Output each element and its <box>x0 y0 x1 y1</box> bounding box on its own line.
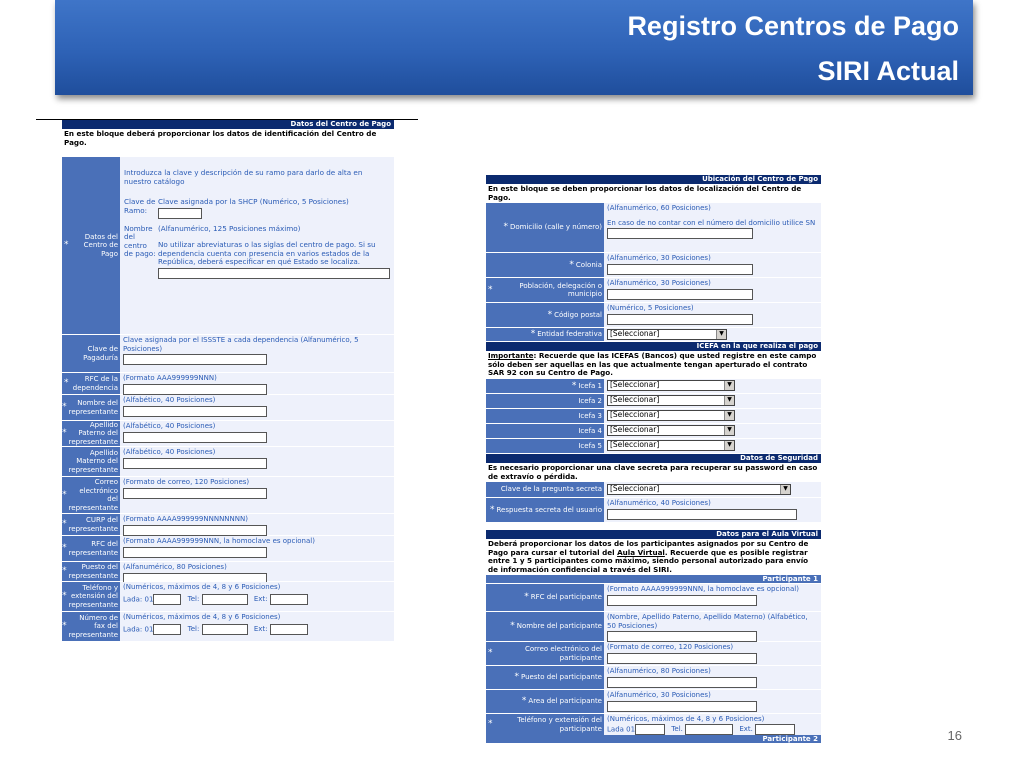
telefono-label: * Teléfono y extensión del representante <box>62 582 120 611</box>
domicilio-hint: (Alfanumérico, 60 Posiciones) <box>607 204 711 212</box>
participant-label <box>486 612 604 641</box>
required-star: * <box>62 428 67 439</box>
icefa-select-value: [Seleccionar] <box>610 380 660 390</box>
left-simple-rows <box>62 334 394 581</box>
participant-input[interactable] <box>607 677 757 688</box>
participant-row <box>486 665 821 689</box>
icefa-label <box>486 439 604 453</box>
domicilio-row <box>486 202 821 252</box>
respuesta-label: * Respuesta secreta del usuario <box>486 498 604 522</box>
field-label <box>62 477 120 513</box>
fax-lada-label: Lada: 01 <box>123 625 154 633</box>
clave-ramo-hint: Clave asignada por la SHCP (Numérico, 5 Posiciones) <box>158 197 349 206</box>
cp-fields <box>604 303 821 327</box>
required-star: * <box>62 621 67 632</box>
icefa-row <box>486 393 821 408</box>
section-header-ubicacion: Ubicación del Centro de Pago <box>486 175 821 184</box>
field-hint: Clave asignada por el ISSSTE a cada dependencia (Alfanumérico, 5 Posiciones) <box>123 336 359 353</box>
participant-label-text: Area del participante <box>528 697 602 706</box>
field-label <box>62 536 120 561</box>
field-label <box>62 373 120 394</box>
cp-input[interactable] <box>607 314 753 325</box>
field-input[interactable] <box>123 384 267 395</box>
required-star: * <box>62 402 67 413</box>
participant-label-text: RFC del participante <box>530 593 602 602</box>
icefa-label <box>486 409 604 423</box>
section-description: En este bloque deberá proporcionar los datos de identificación del Centro de Pago. <box>64 129 377 147</box>
chevron-down-icon: ▼ <box>724 441 734 450</box>
clave-ramo-group <box>124 198 390 219</box>
p-lada-input[interactable] <box>635 724 665 735</box>
participant-field <box>604 666 821 689</box>
required-star: * <box>488 719 493 730</box>
participant-label <box>486 584 604 611</box>
field-hint: (Alfanumérico, 80 Posiciones) <box>123 563 227 571</box>
section-header-datos: Datos del Centro de Pago <box>62 120 394 129</box>
required-star: * <box>569 259 574 270</box>
participant-hint: (Alfanumérico, 80 Posiciones) <box>607 667 711 675</box>
slide-title-line2: SIRI Actual <box>817 56 959 86</box>
aula-desc-a: Deberá proporcionar los datos de los participantes asignados por su Centro de Pago para cursar el tutorial del <box>488 539 809 557</box>
field-label-text: RFC del representante <box>68 540 119 557</box>
pregunta-label: Clave de la pregunta secreta <box>486 482 604 497</box>
aula-desc-b: . Recuerde que es posible registrar entre 1 y 5 participantes como máximo, siendo personal autorizado para envío de información confidencial a través del SIRI. <box>488 547 809 574</box>
icefa-description <box>486 351 821 378</box>
required-star: * <box>530 329 536 340</box>
section-header-seguridad: Datos de Seguridad <box>486 454 821 463</box>
required-star: * <box>64 378 69 389</box>
required-star: * <box>62 519 67 530</box>
participant-hint: (Alfanumérico, 30 Posiciones) <box>607 691 711 699</box>
domicilio-input[interactable] <box>607 228 753 239</box>
fax-label: * Número de fax del representante <box>62 612 120 641</box>
nombre-group <box>124 225 390 279</box>
fax-fields <box>120 612 394 641</box>
required-star: * <box>62 591 67 602</box>
required-star: * <box>62 489 67 500</box>
colonia-hint: (Alfanumérico, 30 Posiciones) <box>607 254 711 262</box>
participant-row <box>486 611 821 641</box>
field-value <box>120 373 394 394</box>
field-label-text: RFC de la dependencia <box>72 375 118 392</box>
field-hint: (Formato AAA999999NNN) <box>123 374 217 382</box>
participant-rows <box>486 583 821 713</box>
icefa-row <box>486 438 821 453</box>
required-star: * <box>514 672 520 683</box>
participant-row <box>486 689 821 713</box>
entidad-select[interactable] <box>607 329 727 340</box>
participant-label <box>486 642 604 665</box>
left-field-row <box>62 372 394 394</box>
left-field-row <box>62 334 394 372</box>
icefa-label-text: Icefa 1 <box>578 381 602 390</box>
icefa-label-text: Icefa 4 <box>578 426 602 435</box>
participante-2-bar: Participante 2 <box>486 735 821 743</box>
colonia-fields <box>604 253 821 277</box>
icefa-label-text: Icefa 5 <box>578 441 602 450</box>
field-value <box>120 536 394 561</box>
icefa-rows <box>486 378 821 453</box>
field-value <box>120 335 394 372</box>
p-telefono-hint: (Numéricos, máximos de 4, 8 y 6 Posiciones) <box>607 715 765 723</box>
pregunta-select[interactable] <box>607 484 791 495</box>
icefa-label <box>486 424 604 438</box>
cp-hint: (Numérico, 5 Posiciones) <box>607 304 694 312</box>
participant-input[interactable] <box>607 653 757 664</box>
poblacion-fields <box>604 278 821 302</box>
participant-field <box>604 690 821 713</box>
tel-label: Tel: <box>187 595 200 603</box>
nombre-label: Nombre del centro de pago: <box>124 223 156 258</box>
icefa-select[interactable] <box>607 380 735 391</box>
clave-ramo-input[interactable] <box>158 208 202 219</box>
field-value <box>120 562 394 581</box>
seguridad-description: Es necesario proporcionar una clave secreta para recuperar su password en caso de extravío o pérdida. <box>488 463 818 481</box>
aula-virtual-link[interactable]: Aula Virtual <box>617 547 665 557</box>
respuesta-input[interactable] <box>607 509 797 520</box>
page-number: 16 <box>947 728 962 743</box>
fax-ext-input[interactable] <box>270 624 308 635</box>
section-header-icefa: ICEFA en la que realiza el pago <box>486 342 821 351</box>
field-label <box>62 421 120 446</box>
domicilio-fields <box>604 203 821 252</box>
left-field-row <box>62 476 394 513</box>
colonia-label: * Colonia <box>486 253 604 277</box>
tel-input[interactable] <box>202 594 248 605</box>
left-field-row <box>62 394 394 420</box>
p-ext-input[interactable] <box>755 724 795 735</box>
icefa-row <box>486 408 821 423</box>
pregunta-fields <box>604 482 821 497</box>
required-star: * <box>547 309 553 320</box>
required-star: * <box>62 566 67 577</box>
icefa-select[interactable] <box>607 440 735 451</box>
left-field-row <box>62 420 394 446</box>
icefa-select[interactable] <box>607 425 735 436</box>
field-label <box>62 335 120 372</box>
participant-row <box>486 641 821 665</box>
field-value <box>120 447 394 476</box>
participant-label <box>486 666 604 689</box>
icefa-field <box>604 379 821 393</box>
field-hint: (Alfabético, 40 Posiciones) <box>123 448 216 456</box>
field-label-text: Apellido Materno del representante <box>68 448 118 474</box>
field-value <box>120 514 394 535</box>
icefa-select-value: [Seleccionar] <box>610 395 660 405</box>
icefa-important: Importante <box>488 351 534 360</box>
p-lada-label: Lada 01 <box>607 725 636 733</box>
field-hint: (Formato de correo, 120 Posiciones) <box>123 478 250 486</box>
respuesta-fields <box>604 498 821 522</box>
p-telefono-row <box>486 713 821 735</box>
participant-input[interactable] <box>607 701 757 712</box>
participant-label-text: Puesto del participante <box>521 673 602 682</box>
participant-label-text: Nombre del participante <box>516 622 602 631</box>
field-label-text: Correo electrónico del representante <box>68 478 118 512</box>
poblacion-input[interactable] <box>607 289 753 300</box>
field-input[interactable] <box>123 525 267 536</box>
entidad-fields <box>604 328 821 341</box>
required-star: * <box>524 592 529 603</box>
icefa-row <box>486 378 821 393</box>
required-star: * <box>488 648 493 659</box>
field-label-text: Nombre del representante <box>68 399 119 416</box>
pregunta-select-value: [Seleccionar] <box>610 484 660 494</box>
field-hint: (Alfabético, 40 Posiciones) <box>123 396 216 404</box>
field-input[interactable] <box>123 354 267 365</box>
field-input[interactable] <box>123 488 267 499</box>
icefa-desc-text: : Recuerde que las ICEFAS (Bancos) que usted registre en este campo sólo deben ser aquellas en las que actualmente tengan aperturado el contrato SAR 92 con su Centro de Pago. <box>488 351 817 377</box>
lada-label: Lada: 01 <box>123 595 154 603</box>
clave-ramo-label: Clave de Ramo: <box>124 197 156 215</box>
fax-hint: (Numéricos, máximos de 4, 8 y 6 Posiciones) <box>123 613 281 621</box>
icefa-label <box>486 394 604 408</box>
required-star: * <box>510 621 515 632</box>
chevron-down-icon: ▼ <box>724 396 734 405</box>
field-value <box>120 395 394 420</box>
field-input[interactable] <box>123 547 267 558</box>
icefa-label-text: Icefa 2 <box>578 396 602 405</box>
ext-label: Ext: <box>253 595 268 603</box>
field-input[interactable] <box>123 406 267 417</box>
intro-text: Introduzca la clave y descripción de su ramo para darlo de alta en nuestro catálogo <box>124 168 363 186</box>
field-hint: (Formato AAAA999999NNN, la homoclave es opcional) <box>123 537 315 545</box>
required-star: * <box>571 380 577 391</box>
required-star: * <box>521 696 527 707</box>
poblacion-row <box>486 277 821 302</box>
ubicacion-description: En este bloque se deben proporcionar los datos de localización del Centro de Pago. <box>488 184 802 202</box>
p-telefono-fields <box>604 714 821 735</box>
section-header-aula: Datos para el Aula Virtual <box>486 530 821 539</box>
icefa-field <box>604 409 821 423</box>
participant-hint: (Formato AAAA999999NNN, la homoclave es opcional) <box>607 585 799 593</box>
participant-input[interactable] <box>607 595 757 606</box>
left-field-row <box>62 561 394 581</box>
p-ext-label: Ext. <box>739 725 753 733</box>
icefa-label-text: Icefa 3 <box>578 411 602 420</box>
required-star: * <box>503 222 508 233</box>
telefono-hint: (Numéricos, máximos de 4, 8 y 6 Posiciones) <box>123 583 281 591</box>
fax-tel-input[interactable] <box>202 624 248 635</box>
title-banner <box>55 0 973 95</box>
entidad-label: * Entidad federativa <box>486 328 604 341</box>
left-field-row <box>62 446 394 476</box>
nombre-note: No utilizar abreviaturas o las siglas del centro de pago. Si su dependencia cuenta con presencia en varios estados de la República, deberá especificar en qué Estado se localiza. <box>158 240 376 266</box>
domicilio-note: En caso de no contar con el número del domicilio utilice SN <box>607 218 816 227</box>
field-label <box>62 447 120 476</box>
participante-1-bar: Participante 1 <box>486 575 821 583</box>
colonia-input[interactable] <box>607 264 753 275</box>
participant-hint: (Nombre, Apellido Paterno, Apellido Materno) (Alfabético, 50 Posiciones) <box>607 613 808 630</box>
chevron-down-icon: ▼ <box>716 330 726 339</box>
p-telefono-label: * Teléfono y extensión del participante <box>486 714 604 735</box>
entidad-select-value: [Seleccionar] <box>610 329 660 339</box>
field-hint: (Alfabético, 40 Posiciones) <box>123 422 216 430</box>
p-tel-label: Tel. <box>671 725 683 733</box>
required-star: * <box>64 240 69 251</box>
datos-centro-label: * Datos del Centro de Pago <box>62 157 120 334</box>
lada-input[interactable] <box>153 594 181 605</box>
respuesta-hint: (Alfanumérico, 40 Posiciones) <box>607 499 711 507</box>
telefono-row <box>62 581 394 611</box>
pregunta-row <box>486 481 821 497</box>
chevron-down-icon: ▼ <box>724 426 734 435</box>
fax-row <box>62 611 394 641</box>
colonia-row <box>486 252 821 277</box>
p-tel-input[interactable] <box>685 724 733 735</box>
field-label-text: Clave de Pagaduría <box>83 345 118 362</box>
icefa-select-value: [Seleccionar] <box>610 410 660 420</box>
field-label <box>62 514 120 535</box>
cp-row <box>486 302 821 327</box>
ext-input[interactable] <box>270 594 308 605</box>
icefa-select-value: [Seleccionar] <box>610 425 660 435</box>
domicilio-label: * Domicilio (calle y número) <box>486 203 604 252</box>
datos-centro-row <box>62 156 394 334</box>
left-field-row <box>62 513 394 535</box>
right-form <box>486 175 821 743</box>
required-star: * <box>62 543 67 554</box>
fax-ext-label: Ext: <box>253 625 268 633</box>
icefa-label <box>486 379 604 393</box>
icefa-field <box>604 439 821 453</box>
icefa-select[interactable] <box>607 410 735 421</box>
entidad-row <box>486 327 821 341</box>
telefono-fields <box>120 582 394 611</box>
icefa-select[interactable] <box>607 395 735 406</box>
nombre-input[interactable] <box>158 268 390 279</box>
participant-row <box>486 583 821 611</box>
poblacion-hint: (Alfanumérico, 30 Posiciones) <box>607 279 711 287</box>
icefa-select-value: [Seleccionar] <box>610 440 660 450</box>
slide-title-line1: Registro Centros de Pago <box>627 11 959 41</box>
field-label <box>62 562 120 581</box>
datos-centro-fields <box>120 157 394 334</box>
poblacion-label: * Población, delegación o municipio <box>486 278 604 302</box>
chevron-down-icon: ▼ <box>724 381 734 390</box>
icefa-field <box>604 424 821 438</box>
participant-hint: (Formato de correo, 120 Posiciones) <box>607 643 734 651</box>
participant-field <box>604 642 821 665</box>
required-star: * <box>489 504 495 515</box>
left-field-row <box>62 535 394 561</box>
field-hint: (Formato AAAA999999NNNNNNNN) <box>123 515 248 523</box>
fax-tel-label: Tel: <box>187 625 200 633</box>
chevron-down-icon: ▼ <box>780 485 790 494</box>
left-form <box>62 120 394 641</box>
field-label-text: Puesto del representante <box>68 563 119 580</box>
chevron-down-icon: ▼ <box>724 411 734 420</box>
participant-field <box>604 612 821 641</box>
participant-label-text: Correo electrónico del participante <box>524 645 602 662</box>
field-label-text: CURP del representante <box>68 516 118 533</box>
fax-lada-input[interactable] <box>153 624 181 635</box>
aula-description <box>486 539 821 575</box>
field-label-text: Apellido Paterno del representante <box>68 420 119 446</box>
participant-input[interactable] <box>607 631 757 642</box>
field-input[interactable] <box>123 458 267 469</box>
icefa-field <box>604 394 821 408</box>
required-star: * <box>488 284 493 295</box>
participant-label <box>486 690 604 713</box>
participant-field <box>604 584 821 611</box>
nombre-hint: (Alfanumérico, 125 Posiciones máximo) <box>158 223 301 233</box>
field-input[interactable] <box>123 432 267 443</box>
icefa-row <box>486 423 821 438</box>
respuesta-row <box>486 497 821 522</box>
field-value <box>120 421 394 446</box>
field-label <box>62 395 120 420</box>
field-value <box>120 477 394 513</box>
cp-label: * Código postal <box>486 303 604 327</box>
